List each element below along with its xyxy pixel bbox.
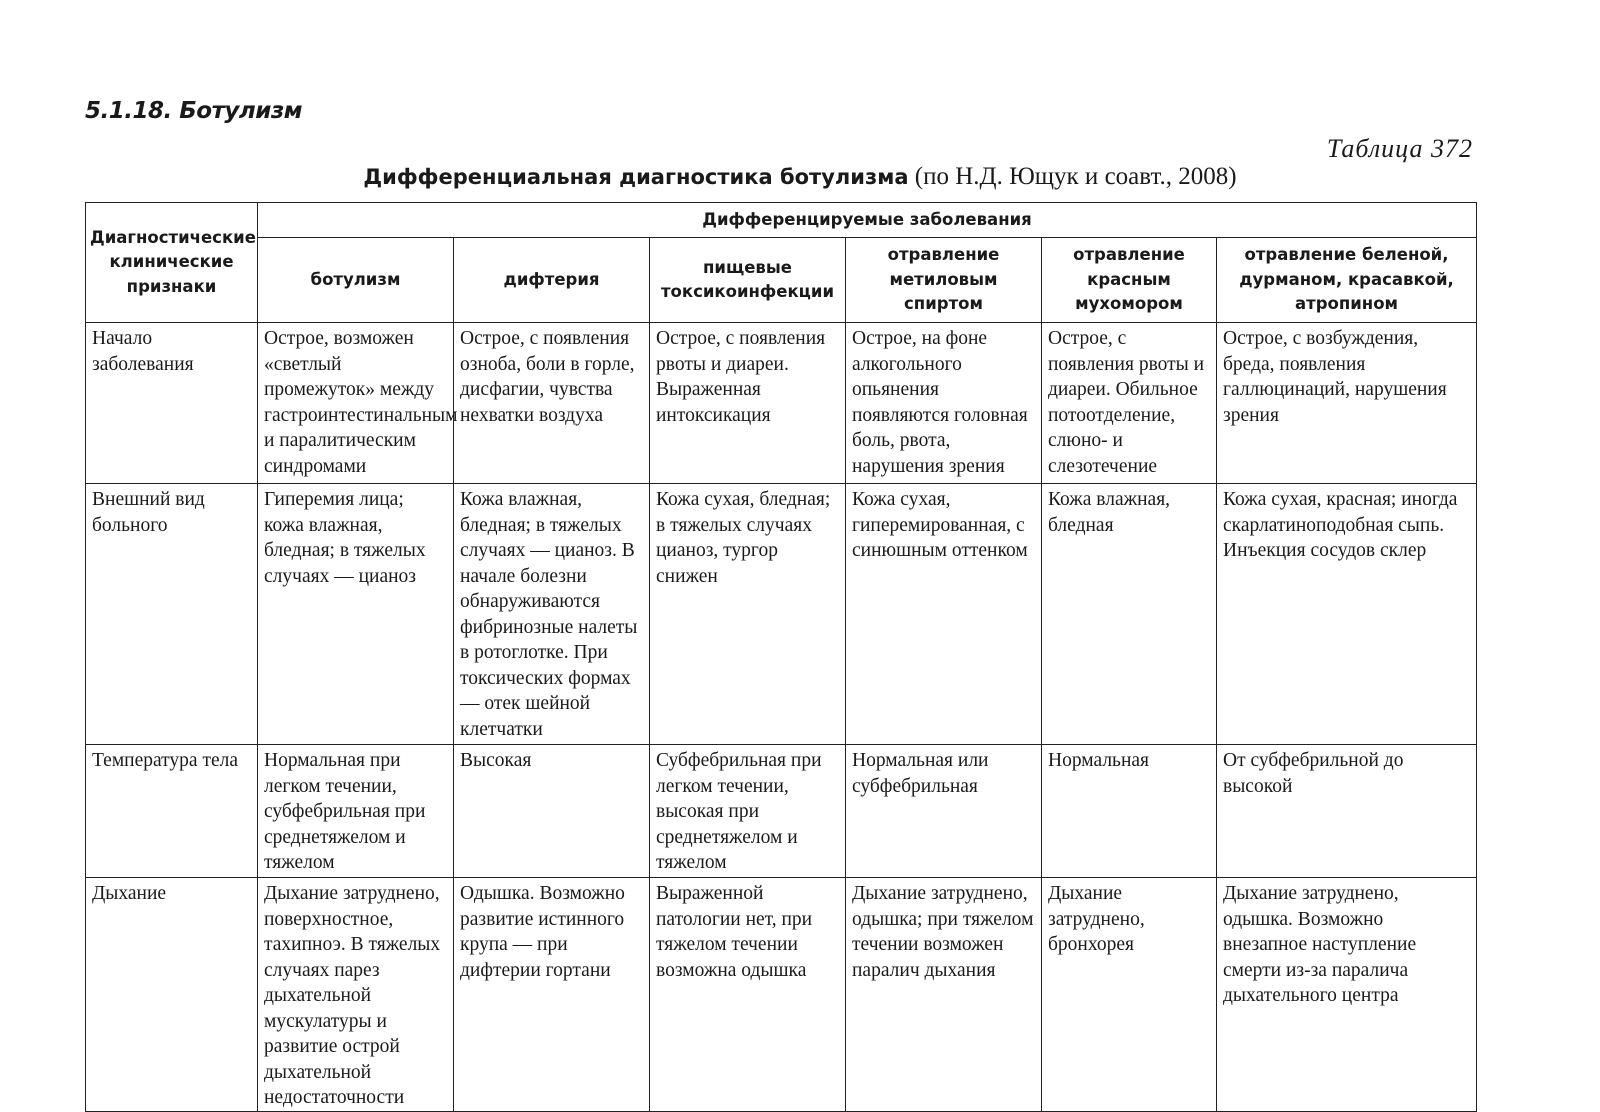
table-row [86, 745, 1477, 878]
column-header: пищевые токсикоинфекции [650, 238, 846, 323]
table-row [86, 323, 1477, 484]
table-cell: Кожа сухая, красная; иногда скарлатиноподобная сыпь. Инъекция сосудов склер [1217, 484, 1477, 745]
table-row [86, 484, 1477, 745]
corner-header-cell: Диагностические клинические признаки [86, 203, 258, 323]
table-number: Таблица 372 [1326, 134, 1473, 163]
table-cell: Гиперемия лица; кожа влажная, бледная; в тяжелых случаях — цианоз [258, 484, 454, 745]
table-cell: Нормальная или субфебрильная [846, 745, 1042, 878]
column-header: отравление беленой, дурманом, красавкой, атропином [1217, 238, 1477, 323]
row-label: Внешний вид больного [86, 484, 258, 745]
table-row [86, 878, 1477, 1112]
column-header: отравление метиловым спиртом [846, 238, 1042, 323]
column-header: отравление красным мухомором [1042, 238, 1217, 323]
group-header-cell: Дифференцируемые заболевания [258, 203, 1477, 238]
table-cell: Дыхание затруднено, поверхностное, тахипноэ. В тяжелых случаях парез дыхательной мускулатуры и развитие острой дыхательной недостаточности [258, 878, 454, 1112]
table-cell: Острое, возможен «светлый промежуток» между гастроинтестинальным и паралитическим синдромами [258, 323, 454, 484]
row-label: Температура тела [86, 745, 258, 878]
table-cell: Дыхание затруднено, одышка; при тяжелом течении возможен паралич дыхания [846, 878, 1042, 1112]
table-cell: Высокая [454, 745, 650, 878]
table-cell: Одышка. Возможно развитие истинного крупа — при дифтерии гортани [454, 878, 650, 1112]
table-cell: Субфебрильная при легком течении, высокая при среднетяжелом и тяжелом [650, 745, 846, 878]
table-cell: От субфебрильной до высокой [1217, 745, 1477, 878]
table-cell: Кожа влажная, бледная; в тяжелых случаях — цианоз. В начале болезни обнаруживаются фибринозные налеты в ротоглотке. При токсических формах — отек шейной клетчатки [454, 484, 650, 745]
table-cell: Острое, на фоне алкогольного опьянения появляются головная боль, рвота, нарушения зрения [846, 323, 1042, 484]
table-cell: Выраженной патологии нет, при тяжелом течении возможна одышка [650, 878, 846, 1112]
table-cell: Острое, с появления рвоты и диареи. Обильное потоотделение, слюно- и слезотечение [1042, 323, 1217, 484]
table-cell: Острое, с возбуждения, бреда, появления галлюцинаций, нарушения зрения [1217, 323, 1477, 484]
column-header: ботулизм [258, 238, 454, 323]
table-cell: Острое, с появления озноба, боли в горле, дисфагии, чувства нехватки воздуха [454, 323, 650, 484]
section-heading: 5.1.18. Ботулизм [85, 98, 303, 124]
header-row-group [86, 203, 1477, 238]
table-cell: Нормальная при легком течении, субфебрильная при среднетяжелом и тяжелом [258, 745, 454, 878]
table-cell: Нормальная [1042, 745, 1217, 878]
table-cell: Дыхание затруднено, одышка. Возможно внезапное наступление смерти из-за паралича дыхательного центра [1217, 878, 1477, 1112]
table-cell: Кожа сухая, гиперемированная, с синюшным оттенком [846, 484, 1042, 745]
table-cell: Дыхание затруднено, бронхорея [1042, 878, 1217, 1112]
header-row-diseases [86, 238, 1477, 323]
table-cell: Кожа сухая, бледная; в тяжелых случаях цианоз, тургор снижен [650, 484, 846, 745]
column-header: дифтерия [454, 238, 650, 323]
caption-source: (по Н.Д. Ющук и соавт., 2008) [914, 163, 1237, 190]
table-cell: Острое, с появления рвоты и диареи. Выраженная интоксикация [650, 323, 846, 484]
table-cell: Кожа влажная, бледная [1042, 484, 1217, 745]
table-caption [0, 163, 1600, 191]
row-label: Дыхание [86, 878, 258, 1112]
row-label: Начало заболевания [86, 323, 258, 484]
differential-diagnosis-table [85, 202, 1477, 1112]
caption-title: Дифференциальная диагностика ботулизма [363, 165, 909, 189]
